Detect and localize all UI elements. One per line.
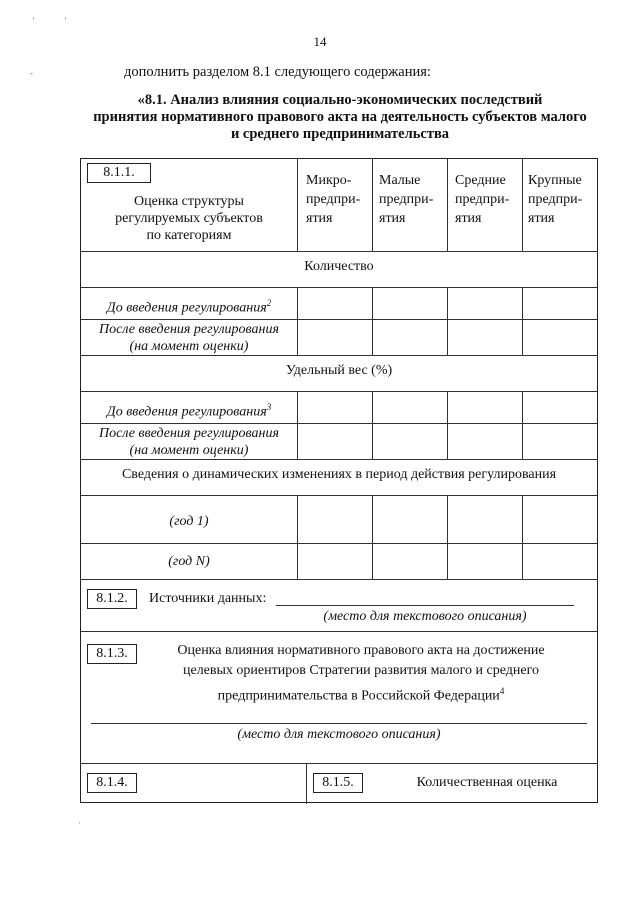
footnote-ref: 4 [499,686,505,696]
row-before-regulation: До введения регулирования$^2$ [106,298,272,316]
scan-mark: - [30,68,33,78]
row-year-1: (год 1) [169,514,209,529]
intro-text: дополнить разделом 8.1 следующего содержания: [124,64,431,80]
sources-input-line [276,605,574,606]
strategy-caption: (место для текстового описания) [237,727,441,742]
column-header-large: Крупные предпри- ятия [528,173,583,226]
table-title: Оценка структуры регулируемых субъектов по категориям [115,194,263,243]
footnote-ref: 3 [266,402,272,412]
sources-label: Источники данных: [149,591,267,606]
page-number: 14 [313,34,327,49]
heading-line: «8.1. Анализ влияния социально-экономических последствий [137,92,543,108]
section-heading [80,92,600,143]
section-code-8-1-2: 8.1.2. [87,589,137,609]
column-header-medium: Средние предпри- ятия [455,173,510,226]
column-header-micro: Микро- предпри- ятия [306,173,361,226]
section-quantity: Количество [304,259,374,274]
quantitative-assessment-label: Количественная оценка [416,775,558,790]
section-dynamics: Сведения о динамических изменениях в период действия регулирования [121,467,557,482]
row-before-regulation: До введения регулирования$^3$ [106,402,272,420]
section-code-8-1-3: 8.1.3. [87,644,137,664]
section-share: Удельный вес (%) [285,363,393,378]
heading-line: принятия нормативного правового акта на деятельность субъектов малого [93,109,587,125]
column-header-small: Малые предпри- ятия [379,173,434,226]
scan-mark: ʼ [64,16,67,26]
strategy-input-line [91,723,587,724]
section-code-8-1-5: 8.1.5. [313,773,363,793]
section-code-8-1-4: 8.1.4. [87,773,137,793]
row-after-regulation: После введения регулирования (на момент оценки) [99,322,279,354]
strategy-text: Оценка влияния нормативного правового акта на достижение целевых ориентиров Стратегии развития малого и среднего предпринимательства в Российской Федерации$^4$ [177,643,545,704]
section-code-8-1-1: 8.1.1. [87,163,151,183]
assessment-table [80,158,598,803]
scan-mark: · [78,818,81,828]
scan-mark: ʼ [32,16,35,26]
sources-caption: (место для текстового описания) [323,609,527,624]
row-after-regulation: После введения регулирования (на момент оценки) [99,426,279,458]
footnote-ref: 2 [266,298,272,308]
heading-line: и среднего предпринимательства [230,126,450,142]
row-year-n: (год N) [168,554,210,569]
